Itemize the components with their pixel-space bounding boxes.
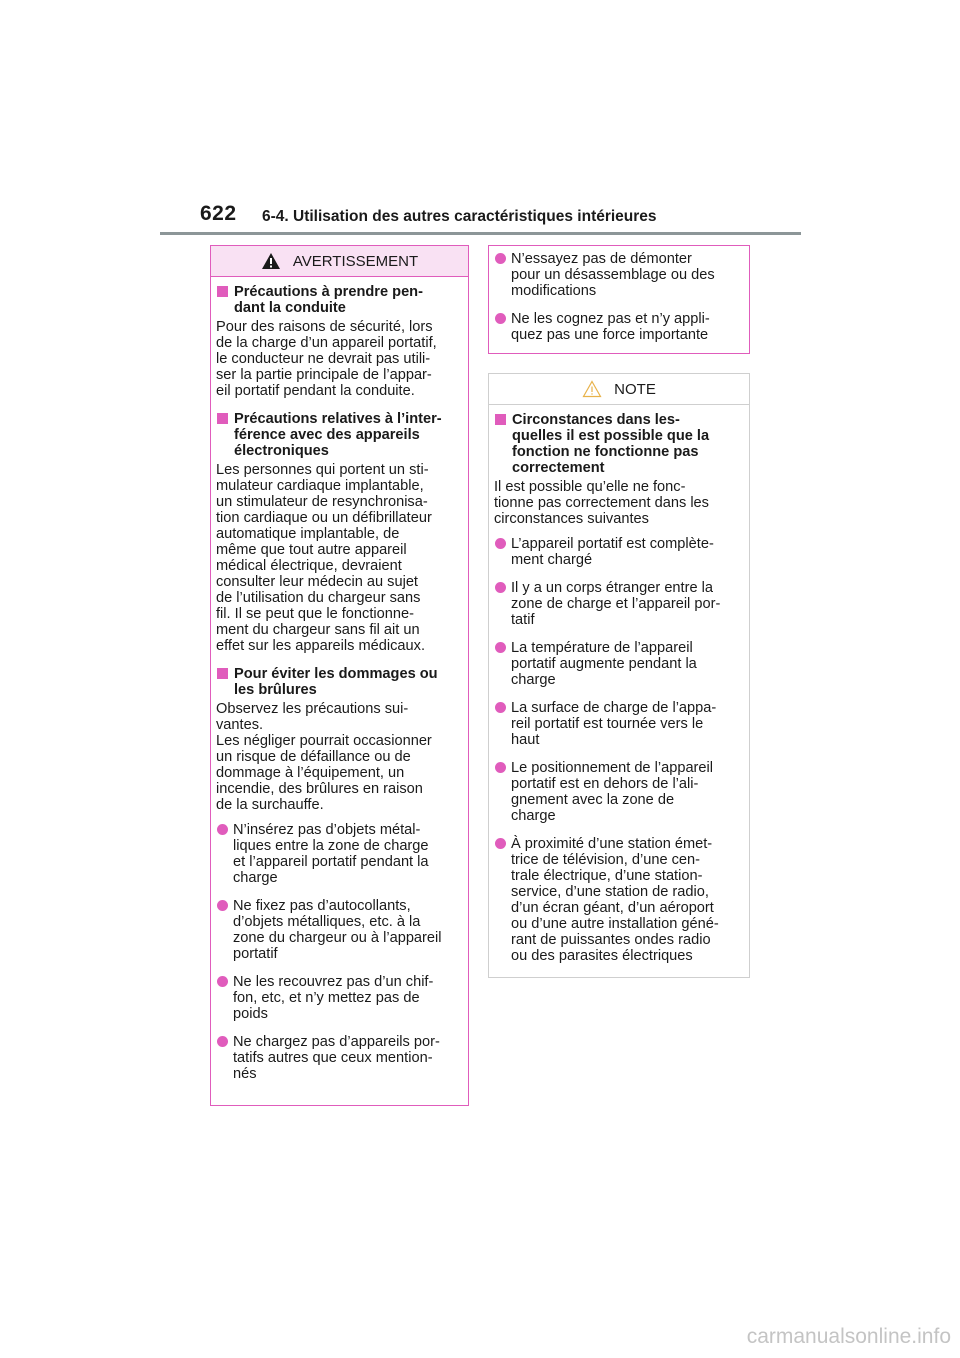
list-item: Le positionnement de l’appareil portatif est en dehors de l’ali- gnement avec la zone de charge: [494, 760, 745, 824]
note-triangle-icon: [582, 380, 602, 398]
warning-section-text: Observez les précautions sui- vantes. Les négliger pourrait occasionner un risque de défaillance ou de dommage à l’équipement, un incendie, des brûlures en raison de la surchauffe.: [216, 701, 432, 813]
warning-title: AVERTISSEMENT: [292, 252, 419, 270]
round-bullet-icon: [495, 838, 506, 849]
warning-triangle-icon: [261, 252, 281, 270]
warning-box: [210, 245, 469, 1106]
list-item: L’appareil portatif est complète- ment chargé: [494, 536, 745, 568]
list-item: N’insérez pas d’objets métal- liques entre la zone de charge et l’appareil portatif pendant la charge: [216, 822, 464, 886]
list-item: La surface de charge de l’appa- reil portatif est tournée vers le haut: [494, 700, 745, 748]
note-heading: Circonstances dans les- quelles il est possible que la fonction ne fonctionne pas correctement: [494, 412, 745, 476]
page-number: 622: [200, 202, 237, 225]
round-bullet-icon: [495, 253, 506, 264]
warning-section-text: Les personnes qui portent un sti- mulateur cardiaque implantable, un stimulateur de resynchronisa- tion cardiaque ou un défibrillateur automatique implantable, de même que tout autre appareil médical électrique, devraient consulter leur médecin au sujet de l’utilisation du chargeur sans fil. Il se peut que le fonctionne- ment du chargeur sans fil ait un effet sur les appareils médicaux.: [216, 462, 432, 654]
note-title: NOTE: [614, 380, 656, 398]
note-header: [489, 374, 749, 405]
round-bullet-icon: [217, 824, 228, 835]
list-item: À proximité d’une station émet- trice de télévision, d’une cen- trale électrique, d’une station- service, d’une station de radio, d’un écran géant, d’un aéroport ou d’une autre installation géné- rant de puissantes ondes radio ou des parasites électriques: [494, 836, 745, 964]
watermark: carmanualsonline.info: [746, 1325, 951, 1348]
square-bullet-icon: [217, 413, 228, 424]
header-rule: [160, 232, 801, 235]
square-bullet-icon: [217, 286, 228, 297]
round-bullet-icon: [495, 702, 506, 713]
note-text: Il est possible qu’elle ne fonc- tionne pas correctement dans les circonstances suivantes: [494, 479, 709, 527]
square-bullet-icon: [495, 414, 506, 425]
list-item: La température de l’appareil portatif augmente pendant la charge: [494, 640, 745, 688]
list-item: Ne chargez pas d’appareils por- tatifs autres que ceux mention- nés: [216, 1034, 464, 1082]
round-bullet-icon: [217, 1036, 228, 1047]
note-box: [488, 373, 750, 978]
list-item: Ne les cognez pas et n’y appli- quez pas une force importante: [494, 311, 745, 343]
round-bullet-icon: [495, 642, 506, 653]
warning-section-heading: Précautions à prendre pen- dant la conduite: [216, 284, 464, 316]
round-bullet-icon: [495, 538, 506, 549]
section-title: 6-4. Utilisation des autres caractéristiques intérieures: [262, 208, 657, 225]
round-bullet-icon: [495, 313, 506, 324]
square-bullet-icon: [217, 668, 228, 679]
list-item: Ne les recouvrez pas d’un chif- fon, etc, et n’y mettez pas de poids: [216, 974, 464, 1022]
warning-continuation-box: [488, 245, 750, 354]
round-bullet-icon: [217, 976, 228, 987]
warning-section-heading: Pour éviter les dommages ou les brûlures: [216, 666, 464, 698]
list-item: N’essayez pas de démonter pour un désassemblage ou des modifications: [494, 251, 745, 299]
round-bullet-icon: [495, 582, 506, 593]
round-bullet-icon: [495, 762, 506, 773]
warning-section-heading: Précautions relatives à l’inter- férence avec des appareils électroniques: [216, 411, 464, 459]
list-item: Ne fixez pas d’autocollants, d’objets métalliques, etc. à la zone du chargeur ou à l’appareil portatif: [216, 898, 464, 962]
warning-header: [211, 246, 468, 277]
list-item: Il y a un corps étranger entre la zone de charge et l’appareil por- tatif: [494, 580, 745, 628]
round-bullet-icon: [217, 900, 228, 911]
warning-section-text: Pour des raisons de sécurité, lors de la charge d’un appareil portatif, le conducteur ne devrait pas utili- ser la partie principale de l’appar- eil portatif pendant la conduite.: [216, 319, 437, 399]
